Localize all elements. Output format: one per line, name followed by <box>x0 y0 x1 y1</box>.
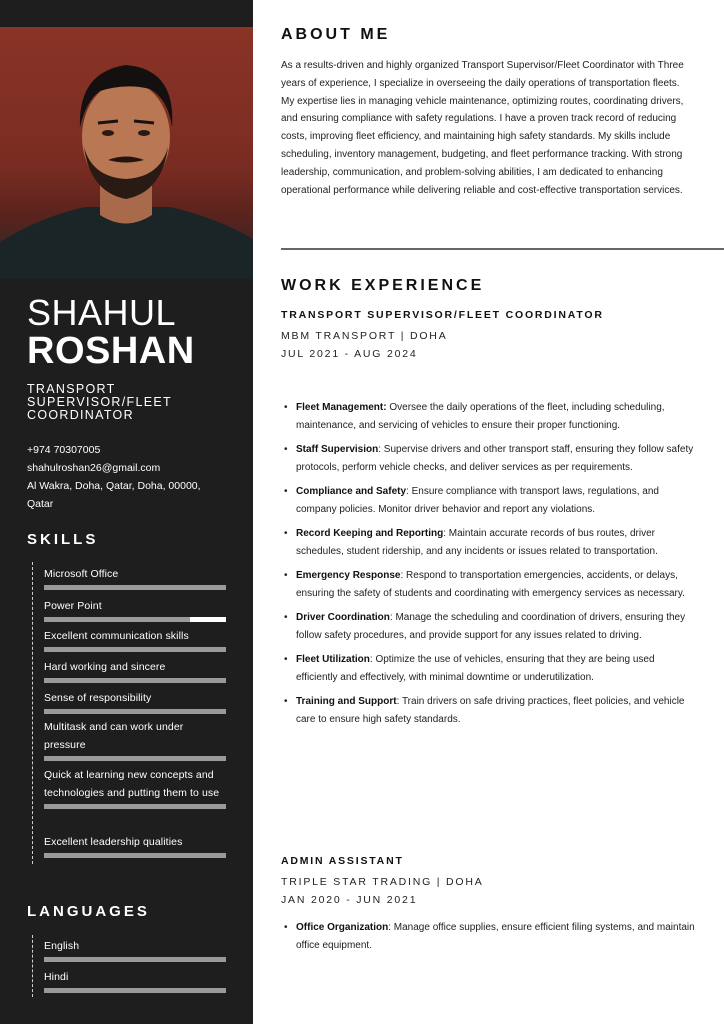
skill-bar <box>44 678 226 683</box>
language-label: English <box>44 940 80 952</box>
sidebar <box>0 0 253 1024</box>
job-dates: JAN 2020 - JUN 2021 <box>281 894 418 906</box>
job-dates: JUL 2021 - AUG 2024 <box>281 348 418 360</box>
list-item <box>281 919 696 955</box>
list-item <box>281 651 696 687</box>
skill-item <box>44 833 226 858</box>
job-position: TRANSPORT SUPERVISOR/FLEET COORDINATOR <box>281 309 604 321</box>
profile-photo <box>0 27 253 279</box>
skill-item <box>44 658 226 683</box>
duty-text: : Manage the scheduling and coordination of drivers, ensuring they follow safety procedures, and provide support for any issues related to driving. <box>296 612 686 641</box>
job-duties-list <box>281 919 696 961</box>
about-heading: ABOUT ME <box>281 26 391 43</box>
duty-title: Compliance and Safety <box>296 486 407 497</box>
skill-bar-fill <box>44 617 190 622</box>
skill-item <box>44 766 226 809</box>
job-duties-list <box>281 399 696 735</box>
skill-item <box>44 718 226 761</box>
first-name: SHAHUL <box>27 292 177 333</box>
skill-label: Excellent communication skills <box>44 630 189 642</box>
last-name: ROSHAN <box>27 330 195 372</box>
work-experience-heading: WORK EXPERIENCE <box>281 277 485 294</box>
skill-item <box>44 597 226 622</box>
duty-title: Office Organization <box>296 922 389 933</box>
job-position: ADMIN ASSISTANT <box>281 855 404 867</box>
language-item <box>44 968 226 993</box>
duty-title: Staff Supervision <box>296 444 379 455</box>
duty-title: Record Keeping and Reporting <box>296 528 444 539</box>
duty-text: Oversee the daily operations of the fleet, including scheduling, maintenance, and servicing of vehicles to ensure their proper functioning. <box>296 402 665 431</box>
language-label: Hindi <box>44 971 69 983</box>
skill-item <box>44 689 226 714</box>
list-item <box>281 609 696 645</box>
language-item <box>44 937 226 962</box>
skill-label: Hard working and sincere <box>44 661 166 673</box>
list-item <box>281 525 696 561</box>
duty-title: Training and Support <box>296 696 397 707</box>
languages-divider <box>32 935 33 997</box>
skill-bar <box>44 756 226 761</box>
duty-text: : Optimize the use of vehicles, ensuring that they are being used efficiently and effectively, with minimal downtime or underutilization. <box>296 654 655 683</box>
duty-text: : Train drivers on safe driving practices, fleet policies, and vehicle care to ensure high safety standards. <box>296 696 685 725</box>
job-title: TRANSPORT SUPERVISOR/FLEET COORDINATOR <box>27 382 172 422</box>
duty-text: : Maintain accurate records of bus routes, driver schedules, student ridership, and any incidents or issues related to transportation. <box>296 528 658 557</box>
list-item <box>281 441 696 477</box>
job-company: TRIPLE STAR TRADING | DOHA <box>281 876 484 888</box>
job-company: MBM TRANSPORT | DOHA <box>281 330 448 342</box>
phone-number: +974 70307005 <box>27 444 101 456</box>
language-bar <box>44 957 226 962</box>
duty-title: Driver Coordination <box>296 612 390 623</box>
skill-label: Quick at learning new concepts and technologies and putting them to use <box>44 769 220 799</box>
skill-item <box>44 627 226 652</box>
skill-bar <box>44 585 226 590</box>
skill-label: Power Point <box>44 600 102 612</box>
duty-title: Fleet Utilization <box>296 654 370 665</box>
duty-text: : Ensure compliance with transport laws, regulations, and company policies. Monitor driver behavior and report any violations. <box>296 486 659 515</box>
address: Al Wakra, Doha, Qatar, Doha, 00000, Qatar <box>27 480 201 510</box>
list-item <box>281 483 696 519</box>
duty-text: : Respond to transportation emergencies, accidents, or delays, ensuring the safety of students and coordinating with emergency services as necessary. <box>296 570 685 599</box>
skill-label: Multitask and can work under pressure <box>44 721 184 751</box>
duty-text: : Manage office supplies, ensure efficient filing systems, and maintain office equipment. <box>296 922 695 951</box>
skill-label: Excellent leadership qualities <box>44 836 183 848</box>
section-divider <box>281 248 724 250</box>
duty-title: Fleet Management: <box>296 402 387 413</box>
duty-text: : Supervise drivers and other transport staff, ensuring they follow safety protocols, perform vehicle checks, and deliver services as per requirements. <box>296 444 694 473</box>
duty-title: Emergency Response <box>296 570 401 581</box>
list-item <box>281 693 696 729</box>
skill-bar <box>44 647 226 652</box>
list-item <box>281 399 696 435</box>
skill-label: Microsoft Office <box>44 568 119 580</box>
list-item <box>281 567 696 603</box>
skills-divider <box>32 562 33 864</box>
skill-bar <box>44 804 226 809</box>
skill-bar <box>44 709 226 714</box>
skill-bar <box>44 853 226 858</box>
skills-heading: SKILLS <box>27 531 99 548</box>
main-content <box>253 0 724 1024</box>
skill-bar <box>44 617 226 622</box>
email-address: shahulroshan26@gmail.com <box>27 462 161 474</box>
language-bar <box>44 988 226 993</box>
skill-label: Sense of responsibility <box>44 692 152 704</box>
skill-item <box>44 565 226 590</box>
about-text: As a results-driven and highly organized Transport Supervisor/Fleet Coordinator with Three years of experience, I specialize in overseeing the daily operations of transportation fleets. My expertise lies in managing vehicle maintenance, optimizing routes, coordinating drivers, and ensuring compliance with safety regulations. I have a proven track record of reducing costs, improving fleet efficiency, and maintaining high safety standards. My skills include scheduling, inventory management, budgeting, and fleet performance tracking. With strong leadership, communication, and problem-solving abilities, I am dedicated to enhancing operational performance while delivering reliable and cost-effective transportation services. <box>281 60 684 196</box>
languages-heading: LANGUAGES <box>27 903 150 920</box>
